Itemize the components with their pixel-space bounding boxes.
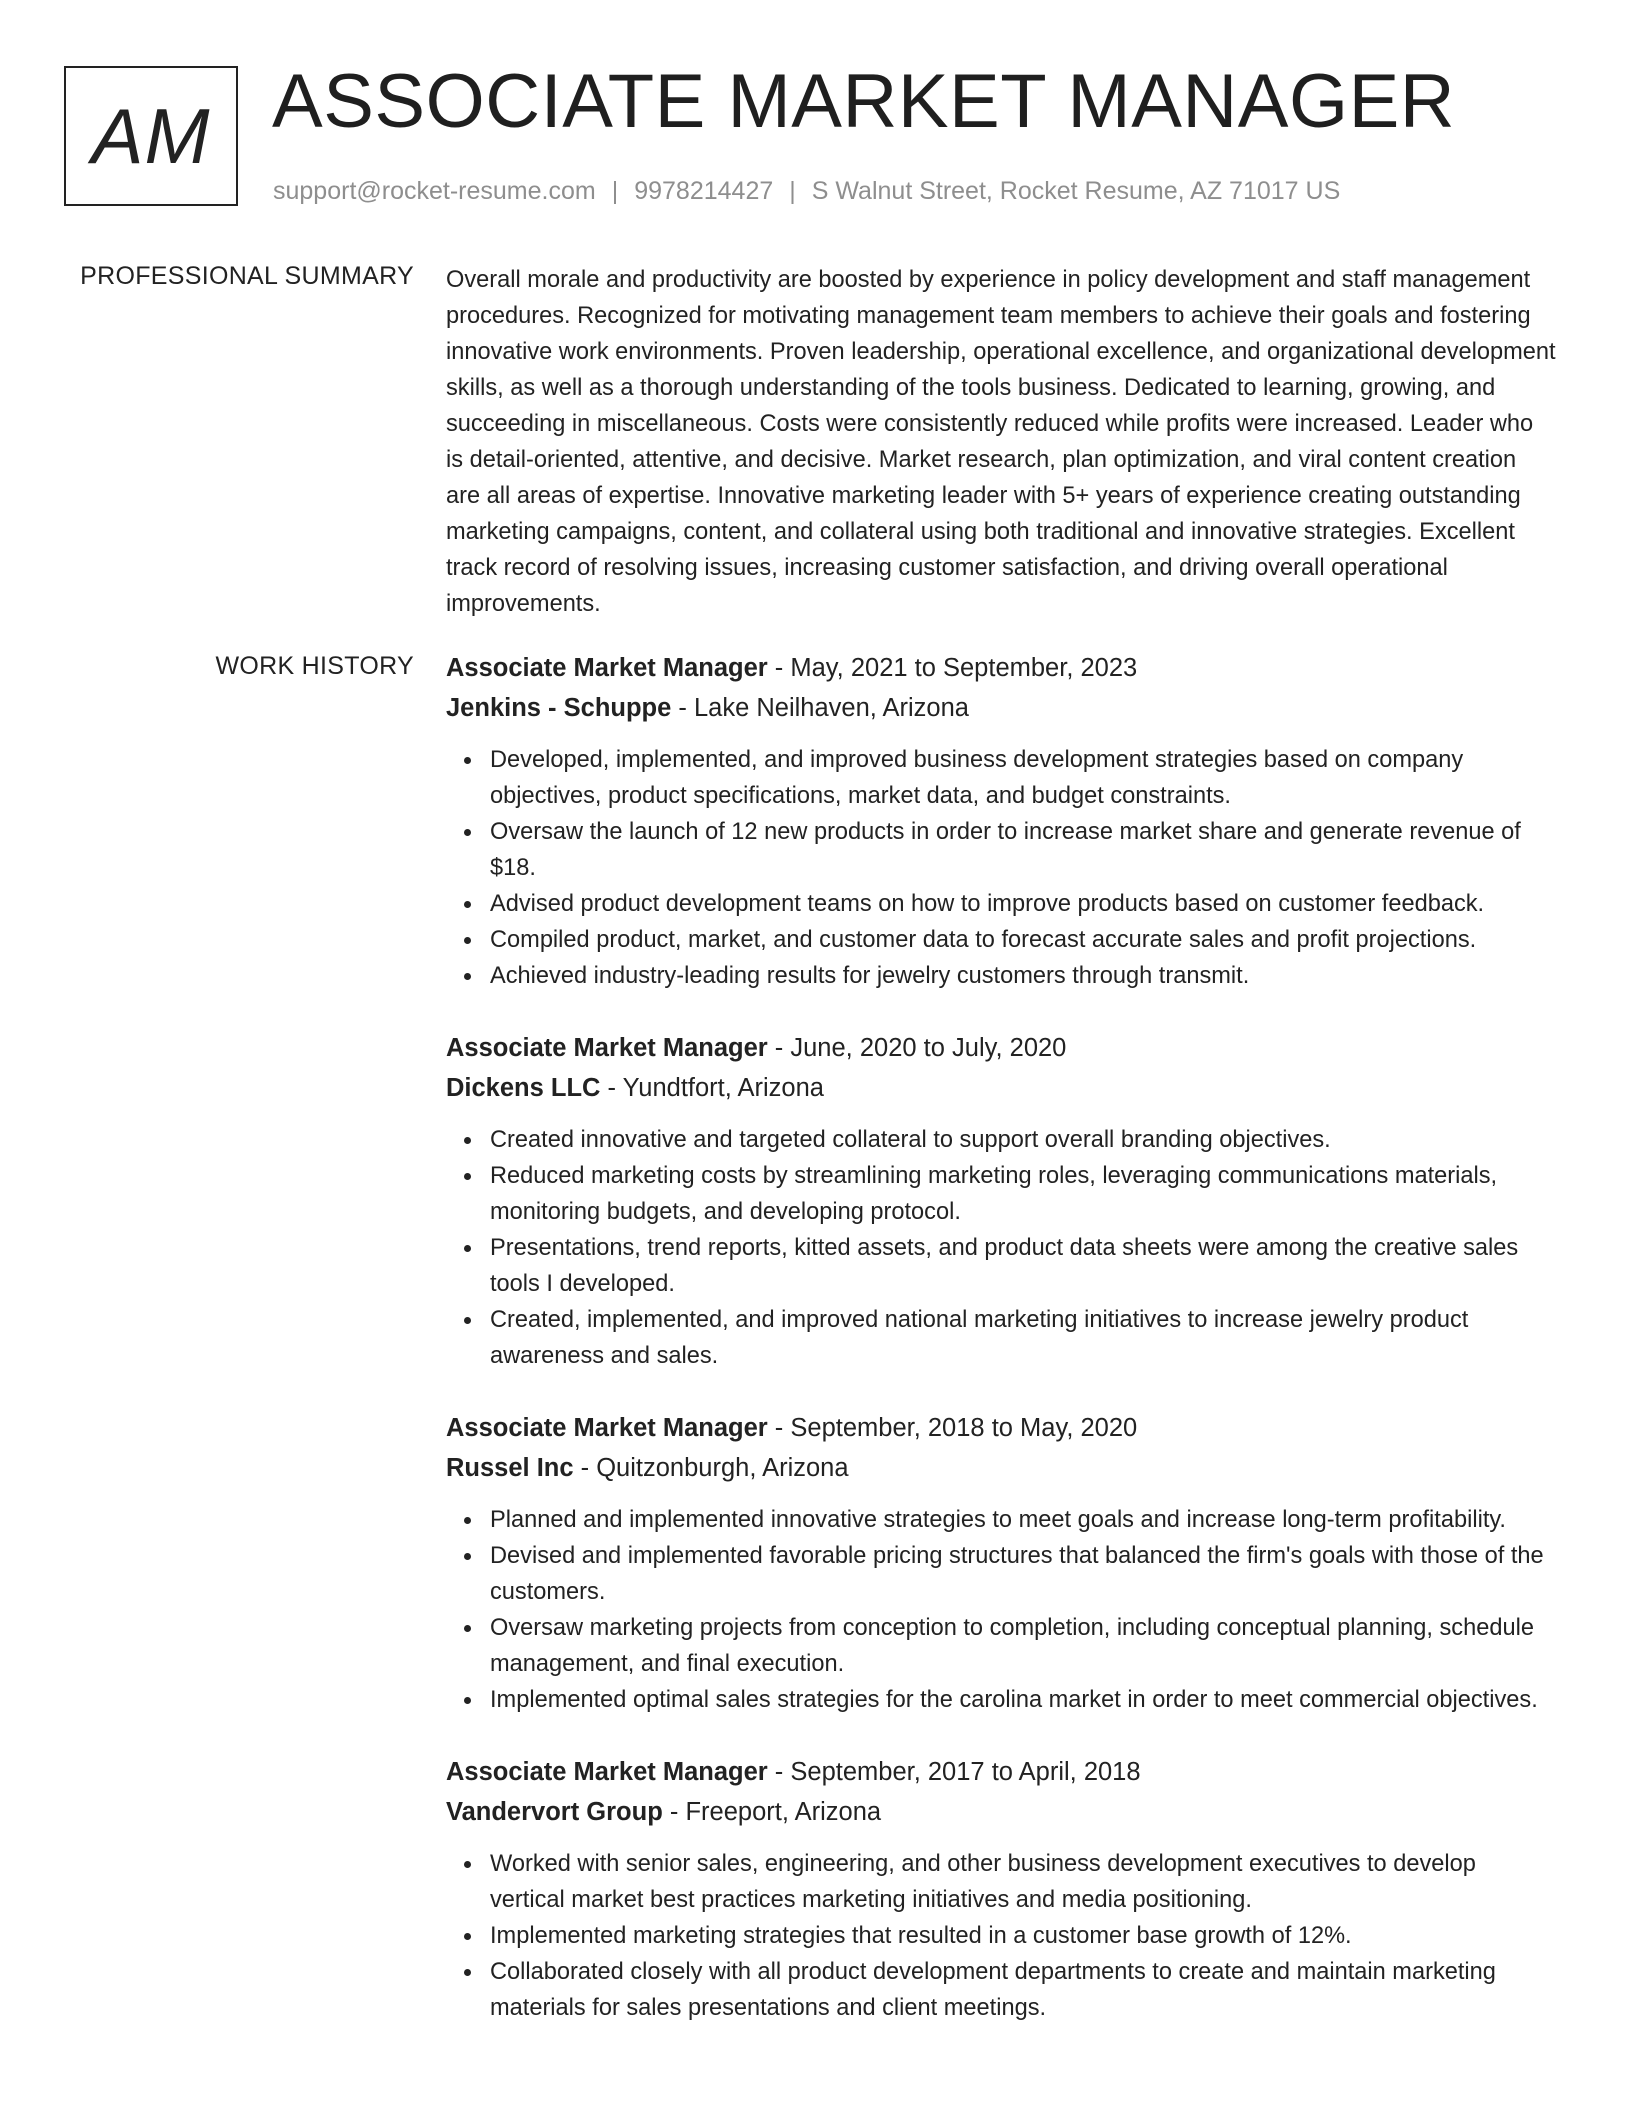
job-dates: - September, 2018 to May, 2020 [767, 1414, 1138, 1442]
job-bullet: Oversaw marketing projects from conception to completion, including conceptual planning, schedule management, and final execution. [490, 1610, 1556, 1682]
job-bullet-list [446, 1122, 1556, 1374]
job-bullet: Presentations, trend reports, kitted assets, and product data sheets were among the creative sales tools I developed. [490, 1230, 1556, 1302]
job-company-line [446, 1068, 1556, 1108]
job-bullet: Achieved industry-leading results for jewelry customers through transmit. [490, 958, 1556, 994]
job-location: - Freeport, Arizona [662, 1798, 882, 1826]
job-dates: - June, 2020 to July, 2020 [767, 1034, 1067, 1062]
job-company: Vandervort Group [446, 1798, 663, 1826]
job-bullet-list [446, 742, 1556, 994]
job-bullet: Oversaw the launch of 12 new products in order to increase market share and generate revenue of $18. [490, 814, 1556, 886]
job-bullet: Implemented optimal sales strategies for the carolina market in order to meet commercial objectives. [490, 1682, 1556, 1718]
job-bullet-list [446, 1502, 1556, 1718]
job-bullet: Created, implemented, and improved national marketing initiatives to increase jewelry product awareness and sales. [490, 1302, 1556, 1374]
contact-address: S Walnut Street, Rocket Resume, AZ 71017 US [811, 177, 1341, 205]
job-bullet: Devised and implemented favorable pricing structures that balanced the firm's goals with those of the customers. [490, 1538, 1556, 1610]
job-bullet: Created innovative and targeted collateral to support overall branding objectives. [490, 1122, 1556, 1158]
job-title: Associate Market Manager [446, 1758, 768, 1786]
job-title-line [446, 1028, 1556, 1068]
job-dates: - May, 2021 to September, 2023 [767, 654, 1138, 682]
resume-title: ASSOCIATE MARKET MANAGER [272, 59, 1456, 144]
summary-heading: PROFESSIONAL SUMMARY [80, 262, 414, 290]
job-company-line [446, 1448, 1556, 1488]
monogram-initials: AM [91, 91, 211, 180]
job-location: - Lake Neilhaven, Arizona [671, 694, 969, 722]
job-dates: - September, 2017 to April, 2018 [767, 1758, 1141, 1786]
job-title-line [446, 1752, 1556, 1792]
job-bullet: Advised product development teams on how to improve products based on customer feedback. [490, 886, 1556, 922]
contact-phone: 9978214427 [634, 177, 774, 205]
job-location: - Quitzonburgh, Arizona [573, 1454, 849, 1482]
monogram-badge [64, 66, 238, 206]
job-company-line [446, 1792, 1556, 1832]
job-title: Associate Market Manager [446, 1034, 768, 1062]
job-bullet: Planned and implemented innovative strategies to meet goals and increase long-term profitability. [490, 1502, 1556, 1538]
job-entry [446, 1408, 1556, 1718]
contact-separator: | [789, 177, 796, 205]
job-title: Associate Market Manager [446, 654, 768, 682]
work-history-body [446, 648, 1556, 2060]
contact-line [273, 176, 1340, 206]
job-company: Jenkins - Schuppe [446, 694, 672, 722]
summary-body [446, 262, 1556, 622]
contact-separator: | [611, 177, 619, 205]
job-bullet: Developed, implemented, and improved business development strategies based on company objectives, product specifications, market data, and budget constraints. [490, 742, 1556, 814]
job-title: Associate Market Manager [446, 1414, 768, 1442]
job-bullet: Compiled product, market, and customer data to forecast accurate sales and profit projections. [490, 922, 1556, 958]
summary-text: Overall morale and productivity are boosted by experience in policy development and staff management procedures. Recognized for motivating management team members to achieve their goals and fostering innovative work environments. Proven leadership, operational excellence, and organizational development skills, as well as a thorough understanding of the tools business. Dedicated to learning, growing, and succeeding in miscellaneous. Costs were consistently reduced while profits were increased. Leader who is detail-oriented, attentive, and decisive. Market research, plan optimization, and viral content creation are all areas of expertise. Innovative marketing leader with 5+ years of experience creating outstanding marketing campaigns, content, and collateral using both traditional and innovative strategies. Excellent track record of resolving issues, increasing customer satisfaction, and driving overall operational improvements. [446, 267, 1556, 617]
job-location: - Yundtfort, Arizona [600, 1074, 824, 1102]
job-title-line [446, 648, 1556, 688]
job-bullet: Collaborated closely with all product development departments to create and maintain marketing materials for sales presentations and client meetings. [490, 1954, 1556, 2026]
job-bullet: Reduced marketing costs by streamlining marketing roles, leveraging communications materials, monitoring budgets, and developing protocol. [490, 1158, 1556, 1230]
job-company: Russel Inc [446, 1454, 574, 1482]
job-bullet: Worked with senior sales, engineering, and other business development executives to develop vertical market best practices marketing initiatives and media positioning. [490, 1846, 1556, 1918]
work-history-heading: WORK HISTORY [215, 652, 414, 680]
job-bullet-list [446, 1846, 1556, 2026]
job-entry [446, 1028, 1556, 1374]
job-entry [446, 648, 1556, 994]
job-company-line [446, 688, 1556, 728]
job-entry [446, 1752, 1556, 2026]
contact-email[interactable]: support@rocket-resume.com [273, 177, 596, 205]
job-title-line [446, 1408, 1556, 1448]
job-bullet: Implemented marketing strategies that resulted in a customer base growth of 12%. [490, 1918, 1556, 1954]
job-company: Dickens LLC [446, 1074, 601, 1102]
